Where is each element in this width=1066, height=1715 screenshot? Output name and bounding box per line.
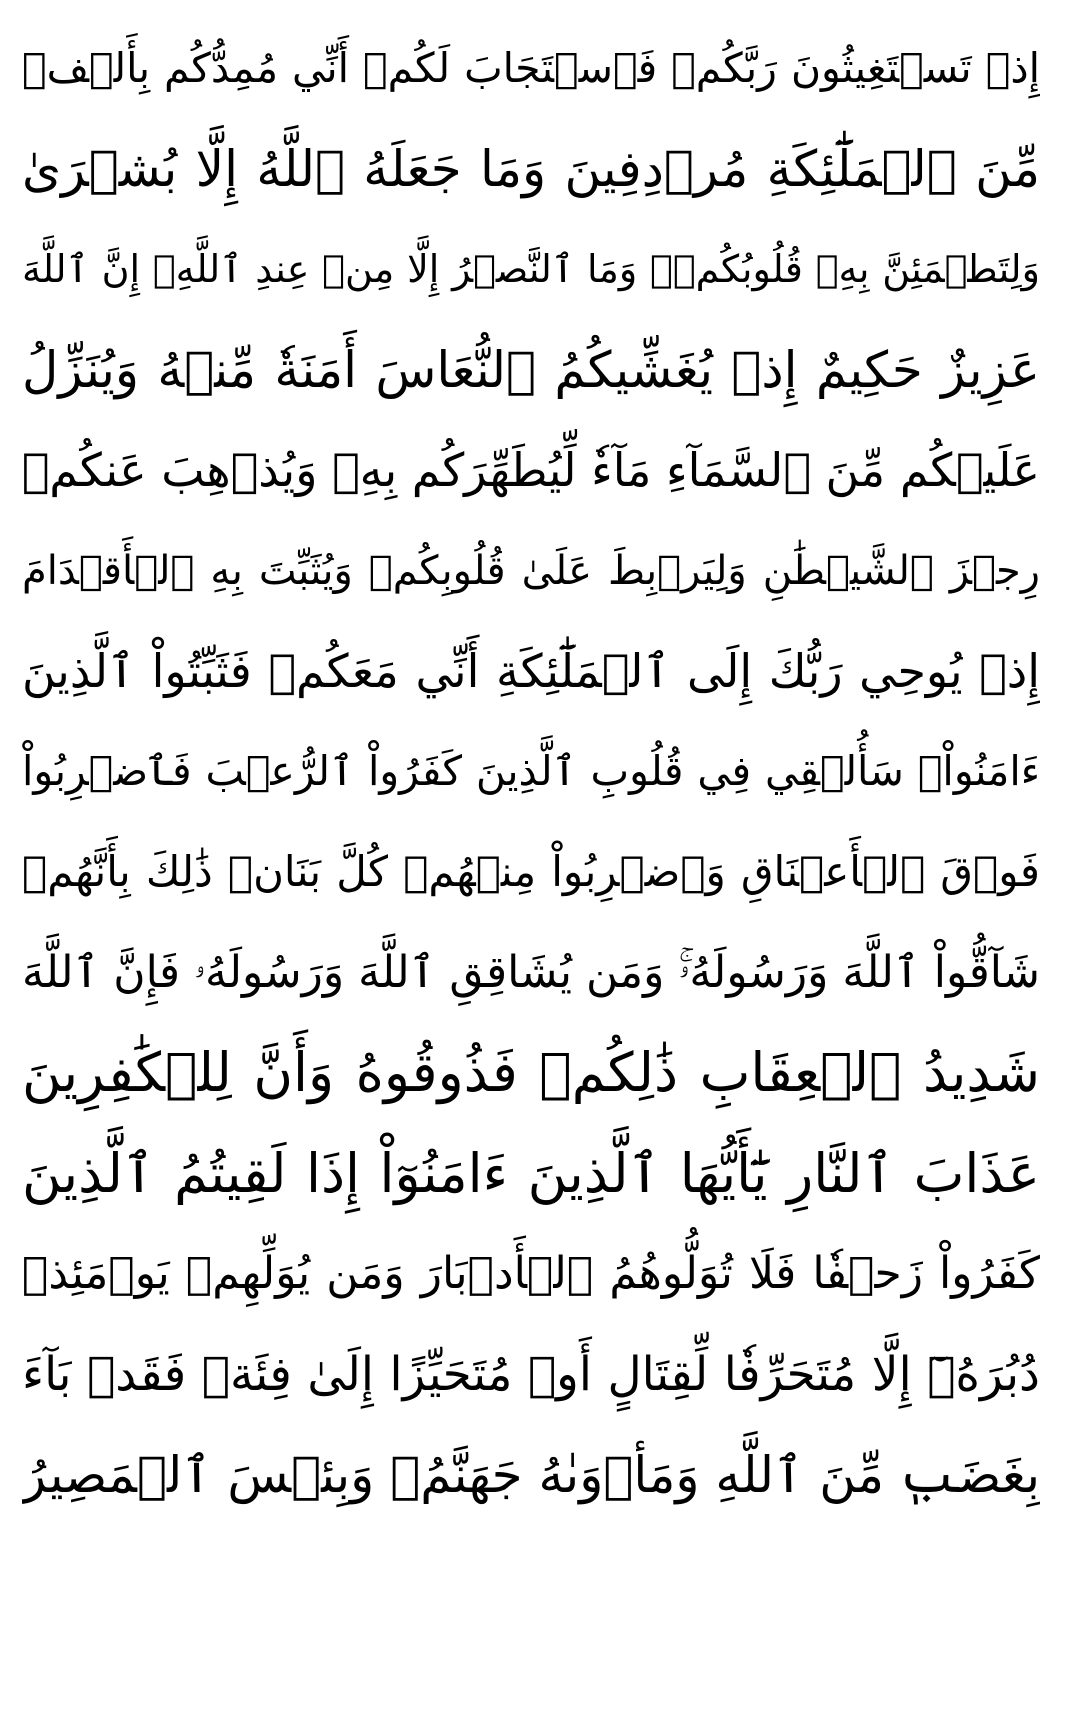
verse-line (22, 923, 1040, 1024)
verse-line (22, 722, 1040, 823)
verse-line (22, 219, 1040, 320)
line-text: مِّنَ ٱلۡمَلَٰٓئِكَةِ مُرۡدِفِينَ وَمَا جَعَلَهُ ٱللَّهُ إِلَّا بُشۡرَىٰ (22, 139, 1040, 198)
verse-line (22, 420, 1040, 521)
verse-line (22, 521, 1040, 622)
line-text: إِذۡ تَسۡتَغِيثُونَ رَبَّكُمۡ فَٱسۡتَجَابَ لَكُمۡ أَنِّي مُمِدُّكُم بِأَلۡفٖ (22, 43, 1040, 92)
verse-line (22, 822, 1040, 923)
line-text: بِغَضَبٖ مِّنَ ٱللَّهِ وَمَأۡوَىٰهُ جَهَنَّمُۖ وَبِئۡسَ ٱلۡمَصِيرُ (22, 1446, 1040, 1505)
line-text: وَلِتَطۡمَئِنَّ بِهِۦ قُلُوبُكُمۡۚ وَمَا ٱلنَّصۡرُ إِلَّا مِنۡ عِندِ ٱللَّهِۚ إِنَّ ٱللَّهَ (22, 247, 1040, 292)
line-text: ءَامَنُواْۚ سَأُلۡقِي فِي قُلُوبِ ٱلَّذِينَ كَفَرُواْ ٱلرُّعۡبَ فَٱضۡرِبُواْ (22, 747, 1040, 796)
verse-line (22, 1224, 1040, 1325)
line-text: شَدِيدُ ٱلۡعِقَابِ ذَٰلِكُمۡ فَذُوقُوهُ وَأَنَّ لِلۡكَٰفِرِينَ (22, 1041, 1040, 1105)
verse-line (22, 1425, 1040, 1526)
line-text: رِجۡزَ ٱلشَّيۡطَٰنِ وَلِيَرۡبِطَ عَلَىٰ قُلُوبِكُمۡ وَيُثَبِّتَ بِهِ ٱلۡأَقۡدَامَ (22, 547, 1040, 594)
verse-line (22, 1023, 1040, 1124)
line-text: عَذَابَ ٱلنَّارِ يَٰٓأَيُّهَا ٱلَّذِينَ ءَامَنُوٓاْ إِذَا لَقِيتُمُ ٱلَّذِينَ (22, 1141, 1040, 1205)
line-text: إِذۡ يُوحِي رَبُّكَ إِلَى ٱلۡمَلَٰٓئِكَةِ أَنِّي مَعَكُمۡ فَثَبِّتُواْ ٱلَّذِينَ (22, 644, 1040, 699)
verse-line (22, 320, 1040, 421)
verse-line (22, 1124, 1040, 1225)
verse-line (22, 1325, 1040, 1426)
line-text: فَوۡقَ ٱلۡأَعۡنَاقِ وَٱضۡرِبُواْ مِنۡهُمۡ كُلَّ بَنَانٖ ذَٰلِكَ بِأَنَّهُمۡ (22, 847, 1040, 897)
line-text: شَآقُّواْ ٱللَّهَ وَرَسُولَهُۥۚ وَمَن يُشَاقِقِ ٱللَّهَ وَرَسُولَهُۥ فَإِنَّ ٱللَّهَ (22, 946, 1040, 998)
verse-line (22, 18, 1040, 119)
line-text: عَزِيزٌ حَكِيمٌ إِذۡ يُغَشِّيكُمُ ٱلنُّعَاسَ أَمَنَةٗ مِّنۡهُ وَيُنَزِّلُ (22, 340, 1040, 399)
verse-line (22, 119, 1040, 220)
verse-line (22, 621, 1040, 722)
line-text: عَلَيۡكُم مِّنَ ٱلسَّمَآءِ مَآءٗ لِّيُطَهِّرَكُم بِهِۦ وَيُذۡهِبَ عَنكُمۡ (22, 443, 1040, 498)
line-text: دُبُرَهُۥٓ إِلَّا مُتَحَرِّفٗا لِّقِتَالٍ أَوۡ مُتَحَيِّزًا إِلَىٰ فِئَةٖ فَقَدۡ بَآءَ (22, 1347, 1040, 1403)
line-text: كَفَرُواْ زَحۡفٗا فَلَا تُوَلُّوهُمُ ٱلۡأَدۡبَارَ وَمَن يُوَلِّهِمۡ يَوۡمَئِذٖ (22, 1248, 1040, 1300)
